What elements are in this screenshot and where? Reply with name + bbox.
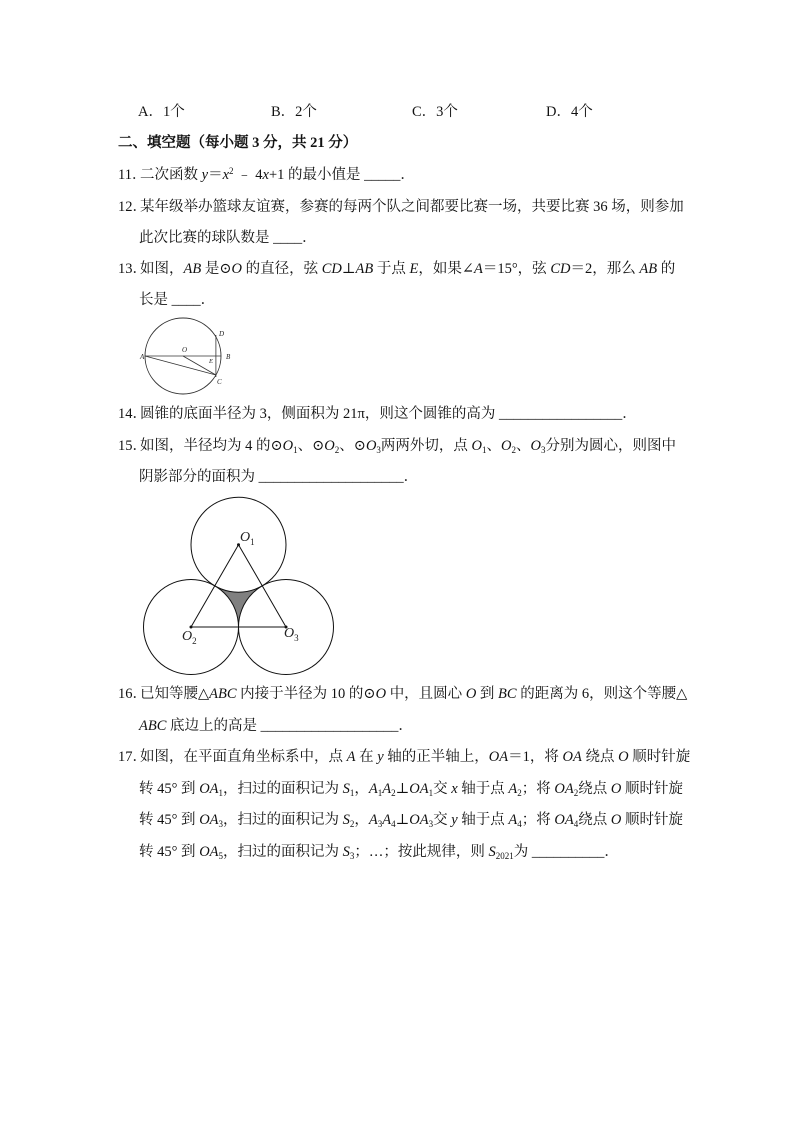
q17-line-4 — [139, 842, 619, 862]
question-number: 16． — [118, 686, 147, 702]
text-run: ；…；按此规律，则 — [354, 844, 489, 860]
math-variable: OA — [488, 749, 509, 765]
text-run: ． — [398, 718, 413, 734]
text-run: ，如果∠ — [418, 261, 475, 277]
subscript: 2 — [391, 787, 396, 798]
text-run: 内接于半径为 10 的⊙ — [236, 686, 376, 702]
math-variable: O — [530, 438, 541, 454]
text-run: 两两外切，点 — [380, 438, 472, 454]
math-variable: AB — [183, 261, 202, 277]
math-variable: ABC — [139, 718, 167, 734]
subscript: 5 — [218, 850, 224, 861]
text-run: +1 的最小值是 — [268, 167, 365, 183]
subscript: 1 — [482, 444, 487, 455]
text-run: ⊥ — [395, 781, 410, 797]
subscript: 2 — [573, 787, 579, 798]
text-run: ． — [604, 844, 619, 860]
answer-blank: __________ — [531, 844, 605, 860]
text-run: 顺时针旋 — [621, 781, 683, 797]
question-number: 14． — [118, 406, 147, 422]
label-e: E — [209, 358, 213, 365]
text-run: ． — [400, 167, 415, 183]
math-variable: y — [377, 749, 384, 765]
math-variable: CD — [321, 261, 342, 277]
text-run: ＝1，将 — [508, 749, 563, 765]
text-run: ＝ — [208, 167, 223, 183]
text-run: 、 — [486, 438, 502, 454]
math-variable: O — [282, 438, 294, 454]
math-variable: O — [610, 781, 622, 797]
math-variable: OA — [199, 844, 219, 860]
q15-line-1 — [118, 436, 676, 456]
math-variable: A — [382, 812, 392, 828]
text-run: ⊥ — [341, 261, 356, 277]
text-run: ． — [622, 406, 637, 422]
text-run: 顺时针旋 — [621, 812, 683, 828]
option-d: D．4个 — [546, 104, 593, 120]
math-variable: S — [488, 844, 496, 860]
math-variable: A — [346, 749, 356, 765]
math-variable: A — [508, 812, 518, 828]
subscript: 1 — [428, 787, 434, 798]
math-variable: y — [451, 812, 458, 828]
q12-line-1 — [118, 197, 684, 217]
subscript: 3 — [376, 444, 381, 455]
subscript: 1 — [293, 444, 298, 455]
text-run: 某年级举办篮球友谊赛，参赛的每两个队之间都要比赛一场，共要比赛 36 场，则参加 — [140, 199, 684, 215]
q17-line-1 — [118, 747, 690, 767]
math-variable: ABC — [209, 686, 237, 702]
q14-line-1 — [118, 404, 637, 424]
text-run: 分别为圆心，则图中 — [545, 438, 676, 454]
segment-ac — [145, 356, 216, 375]
text-run: 如图， — [140, 261, 184, 277]
text-run: ；将 — [521, 781, 555, 797]
math-variable: AB — [355, 261, 374, 277]
q15-line-2 — [139, 467, 418, 487]
subscript: 2 — [349, 818, 355, 829]
subscript: 1 — [377, 787, 383, 798]
subscript: 3 — [349, 850, 355, 861]
text-run: ⊥ — [395, 812, 410, 828]
subscript: 4 — [573, 818, 579, 829]
subscript: 3 — [541, 444, 546, 455]
text-run: 交 — [433, 812, 452, 828]
math-variable: S — [342, 812, 350, 828]
math-variable: BC — [498, 686, 517, 702]
math-variable: S — [342, 781, 350, 797]
text-run: 转 45° 到 — [139, 844, 200, 860]
subscript: 2021 — [495, 850, 514, 861]
label-o: O — [182, 346, 188, 354]
math-variable: O — [618, 749, 629, 765]
math-variable: OA — [199, 781, 219, 797]
math-variable: A — [368, 781, 378, 797]
math-variable: O — [375, 686, 387, 702]
q16-line-1 — [118, 684, 687, 704]
q12-line-2 — [139, 228, 317, 248]
text-run: 的距离为 6，则这个等腰△ — [516, 686, 688, 702]
question-number: 13． — [118, 261, 147, 277]
math-variable: x — [222, 167, 229, 183]
figure-q15 — [140, 490, 340, 680]
text-run: 二次函数 — [140, 167, 202, 183]
text-run: 圆锥的底面半径为 3，侧面积为 21π，则这个圆锥的高为 — [140, 406, 499, 422]
text-run: 已知等腰△ — [140, 686, 210, 702]
q17-line-3 — [139, 810, 683, 830]
text-run: 是⊙ — [201, 261, 232, 277]
math-variable: AB — [639, 261, 658, 277]
text-run: 此次比赛的球队数是 — [139, 230, 274, 246]
text-run: 交 — [433, 781, 452, 797]
question-number: 17． — [118, 749, 147, 765]
answer-blank: _____ — [364, 167, 401, 183]
label-o2: $O_2$ — [182, 629, 197, 646]
question-number: 11． — [118, 167, 147, 183]
label-o1: $O_1$ — [240, 530, 255, 547]
subscript: 2 — [511, 444, 517, 455]
text-run: 轴的正半轴上， — [383, 749, 489, 765]
text-run: ＝2，那么 — [570, 261, 640, 277]
q13-line-1 — [118, 259, 675, 279]
text-run: 、 — [516, 438, 531, 454]
label-c: C — [217, 378, 222, 386]
text-run: ， — [354, 781, 369, 797]
text-run: 的直径，弦 — [241, 261, 322, 277]
label-a: A — [140, 353, 145, 361]
math-variable: O — [365, 438, 377, 454]
text-run: ． — [403, 469, 419, 485]
math-variable: OA — [554, 781, 574, 797]
superscript: 2 — [229, 166, 234, 177]
text-run: 中，且圆心 — [386, 686, 466, 702]
math-variable: A — [368, 812, 378, 828]
text-run: ﹣ 4 — [233, 167, 263, 183]
text-run: 转 45° 到 — [139, 781, 200, 797]
text-run: ， — [354, 812, 369, 828]
question-number: 15． — [118, 438, 147, 454]
option-a: A．1个 — [138, 104, 185, 120]
label-d: D — [219, 330, 225, 338]
q16-line-2 — [139, 716, 413, 736]
text-run: 顺时针旋 — [628, 749, 691, 765]
math-variable: OA — [409, 781, 429, 797]
math-variable: OA — [562, 749, 582, 765]
subscript: 4 — [517, 818, 522, 829]
text-run: ＝15°，弦 — [482, 261, 551, 277]
text-run: 长是 — [139, 292, 172, 308]
section-heading: 二、填空题（每小题 3 分，共 21 分） — [118, 135, 358, 151]
subscript: 2 — [517, 787, 522, 798]
subscript: 3 — [428, 818, 434, 829]
text-run: 阴影部分的面积为 — [139, 469, 259, 485]
math-variable: E — [409, 261, 419, 277]
math-variable: O — [231, 261, 242, 277]
answer-blank: ____________________ — [258, 469, 404, 485]
figure-q13 — [130, 310, 240, 400]
text-run: ，扫过的面积记为 — [223, 781, 343, 797]
text-run: 轴于点 — [457, 812, 509, 828]
math-variable: y — [201, 167, 209, 183]
text-run: 、⊙ — [339, 438, 366, 454]
label-b: B — [226, 353, 231, 361]
option-b: B．2个 — [271, 104, 317, 120]
math-variable: O — [465, 686, 477, 702]
text-run: 为 — [513, 844, 532, 860]
text-run: 的 — [657, 261, 676, 277]
subscript: 3 — [377, 818, 383, 829]
text-run: 绕点 — [578, 781, 611, 797]
answer-blank: ____ — [273, 230, 303, 246]
question-number: 12． — [118, 199, 147, 215]
math-variable: OA — [554, 812, 574, 828]
math-variable: O — [501, 438, 512, 454]
text-run: ，扫过的面积记为 — [223, 812, 343, 828]
math-variable: x — [262, 167, 269, 183]
q13-line-2 — [139, 290, 215, 310]
text-run: 绕点 — [578, 812, 611, 828]
answer-blank: ___________________ — [260, 718, 399, 734]
q11-line-1 — [118, 165, 415, 185]
math-variable: OA — [199, 812, 219, 828]
text-run: 绕点 — [581, 749, 619, 765]
subscript: 3 — [218, 818, 224, 829]
text-run: ，扫过的面积记为 — [223, 844, 343, 860]
text-run: 转 45° 到 — [139, 812, 200, 828]
text-run: ． — [302, 230, 317, 246]
subscript: 2 — [334, 444, 340, 455]
option-c: C．3个 — [412, 104, 458, 120]
math-variable: O — [471, 438, 483, 454]
text-run: 轴于点 — [457, 781, 509, 797]
subscript: 1 — [218, 787, 224, 798]
text-run: ；将 — [521, 812, 555, 828]
math-variable: A — [474, 261, 483, 277]
answer-blank: _________________ — [498, 406, 623, 422]
text-run: 、⊙ — [297, 438, 325, 454]
text-run: 底边上的高是 — [166, 718, 261, 734]
label-o3: $O_3$ — [284, 626, 299, 643]
math-variable: A — [508, 781, 518, 797]
subscript: 1 — [349, 787, 355, 798]
q17-line-2 — [139, 779, 683, 799]
math-variable: A — [382, 781, 392, 797]
math-variable: O — [610, 812, 622, 828]
math-variable: S — [342, 844, 350, 860]
math-variable: CD — [550, 261, 571, 277]
math-variable: OA — [409, 812, 429, 828]
subscript: 4 — [391, 818, 396, 829]
answer-blank: ____ — [171, 292, 201, 308]
text-run: 如图，半径均为 4 的⊙ — [140, 438, 283, 454]
text-run: 在 — [355, 749, 378, 765]
text-run: 如图，在平面直角坐标系中，点 — [140, 749, 347, 765]
text-run: 到 — [476, 686, 499, 702]
text-run: ． — [200, 292, 216, 308]
math-variable: x — [451, 781, 458, 797]
text-run: 于点 — [373, 261, 410, 277]
math-variable: O — [324, 438, 335, 454]
